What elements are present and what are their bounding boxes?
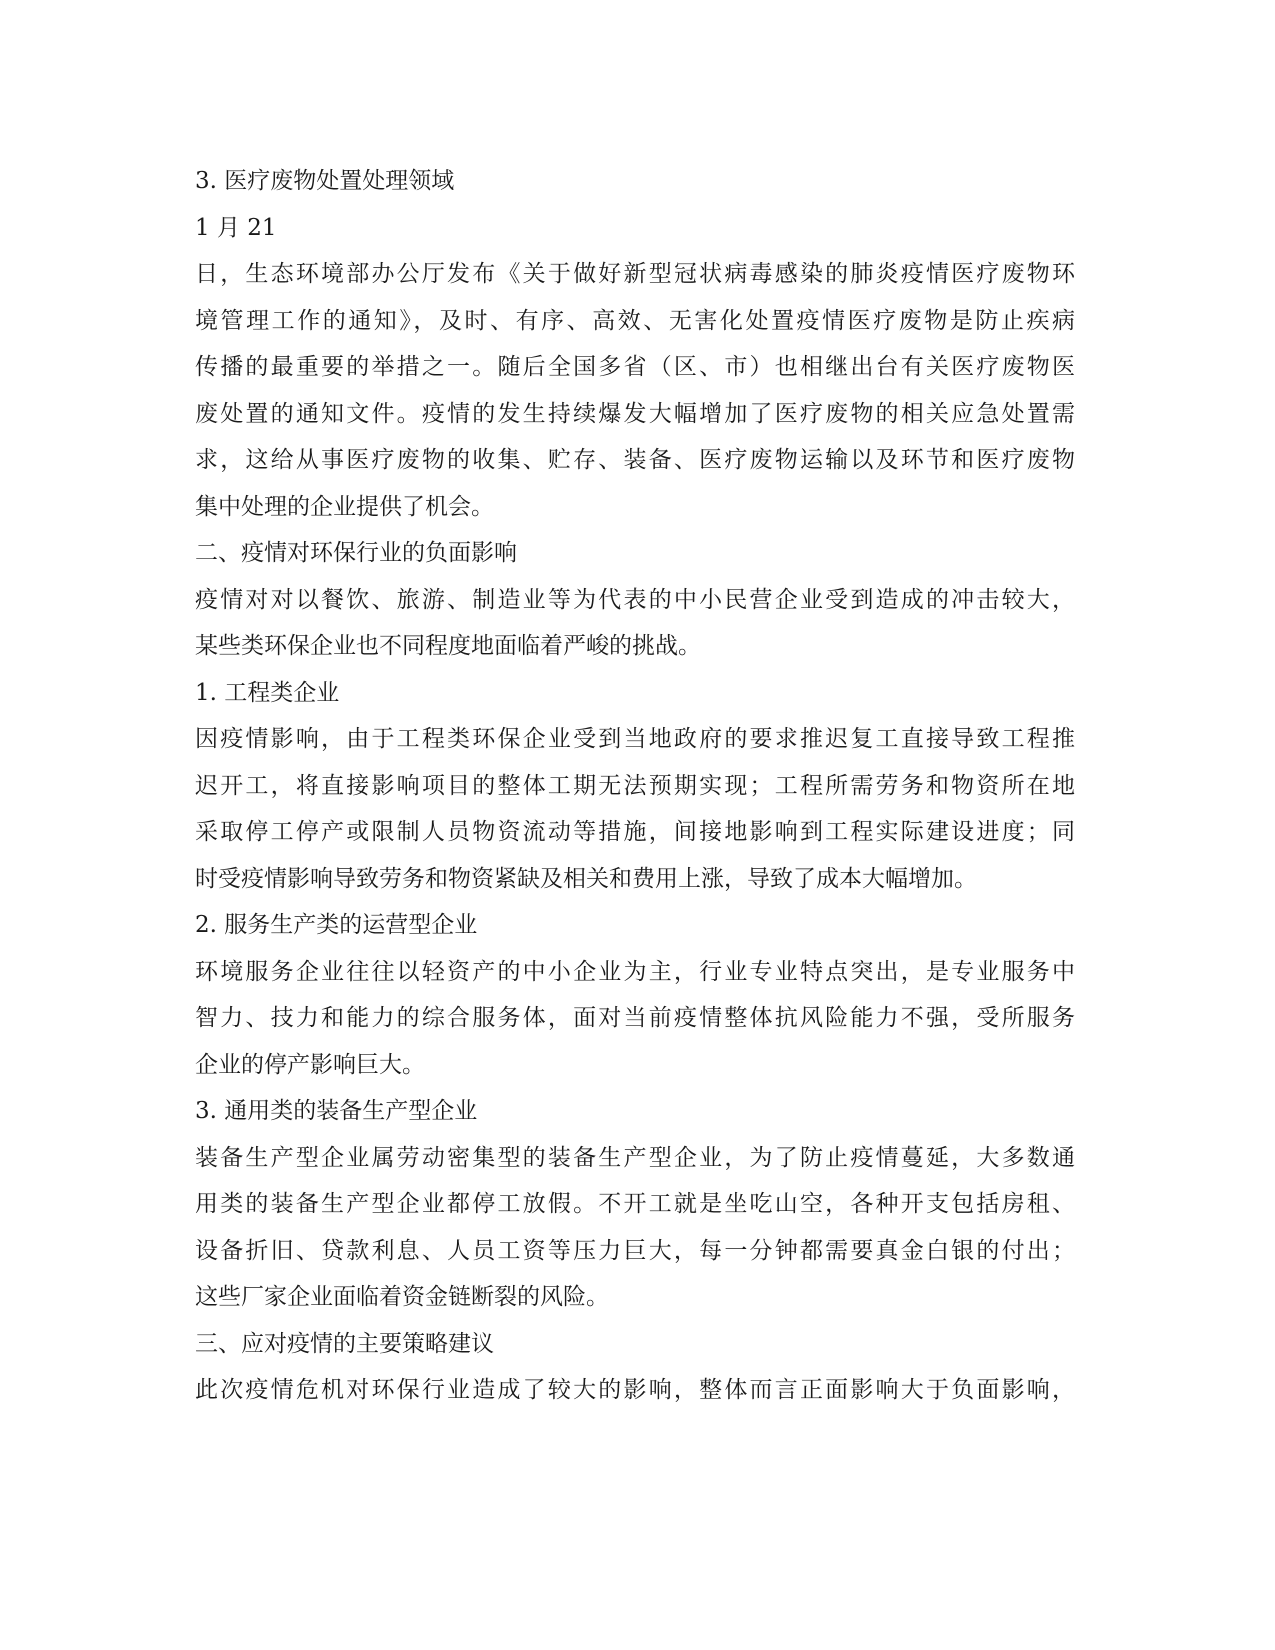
- text-line: 日，生态环境部办公厅发布《关于做好新型冠状病毒感染的肺炎疫情医疗废物环: [195, 261, 1075, 287]
- text-line: 集中处理的企业提供了机会。: [195, 493, 494, 520]
- text-line: 装备生产型企业属劳动密集型的装备生产型企业，为了防止疫情蔓延，大多数通: [195, 1144, 1075, 1171]
- text-line: 某些类环保企业也不同程度地面临着严峻的挑战。: [195, 633, 701, 659]
- document-body: [195, 158, 1075, 1414]
- text-line: 1. 工程类企业: [195, 679, 340, 706]
- text-line: 三、应对疫情的主要策略建议: [195, 1330, 494, 1357]
- text-line: 2. 服务生产类的运营型企业: [195, 912, 478, 938]
- text-line: 二、疫情对环保行业的负面影响: [195, 540, 517, 566]
- text-line: 设备折旧、贷款利息、人员工资等压力巨大，每一分钟都需要真金白银的付出；: [195, 1237, 1075, 1264]
- text-line: 企业的停产影响巨大。: [195, 1051, 425, 1078]
- text-line: 迟开工，将直接影响项目的整体工期无法预期实现；工程所需劳务和物资所在地: [195, 772, 1075, 799]
- text-line: 因疫情影响，由于工程类环保企业受到当地政府的要求推迟复工直接导致工程推: [195, 726, 1075, 752]
- text-line: 废处置的通知文件。疫情的发生持续爆发大幅增加了医疗废物的相关应急处置需: [195, 400, 1075, 427]
- text-line: 这些厂家企业面临着资金链断裂的风险。: [195, 1284, 609, 1310]
- text-line: 境管理工作的通知》，及时、有序、高效、无害化处置疫情医疗废物是防止疾病: [195, 307, 1075, 334]
- text-line: 采取停工停产或限制人员物资流动等措施，间接地影响到工程实际建设进度；同: [195, 819, 1075, 845]
- text-line: 1 月 21: [195, 214, 277, 241]
- text-line: 智力、技力和能力的综合服务体，面对当前疫情整体抗风险能力不强，受所服务: [195, 1005, 1075, 1031]
- text-line: 疫情对对以餐饮、旅游、制造业等为代表的中小民营企业受到造成的冲击较大，: [195, 586, 1075, 613]
- text-line: 3. 通用类的装备生产型企业: [195, 1098, 478, 1124]
- text-line: 环境服务企业往往以轻资产的中小企业为主，行业专业特点突出，是专业服务中: [195, 958, 1075, 985]
- text-line: 此次疫情危机对环保行业造成了较大的影响，整体而言正面影响大于负面影响，: [195, 1377, 1075, 1403]
- text-line: 求，这给从事医疗废物的收集、贮存、装备、医疗废物运输以及环节和医疗废物: [195, 447, 1075, 473]
- text-line: 用类的装备生产型企业都停工放假。不开工就是坐吃山空，各种开支包括房租、: [195, 1191, 1075, 1217]
- text-line: 3. 医疗废物处置处理领域: [195, 168, 455, 194]
- text-line: 时受疫情影响导致劳务和物资紧缺及相关和费用上涨，导致了成本大幅增加。: [195, 865, 977, 892]
- text-line: 传播的最重要的举措之一。随后全国多省（区、市）也相继出台有关医疗废物医: [195, 354, 1075, 380]
